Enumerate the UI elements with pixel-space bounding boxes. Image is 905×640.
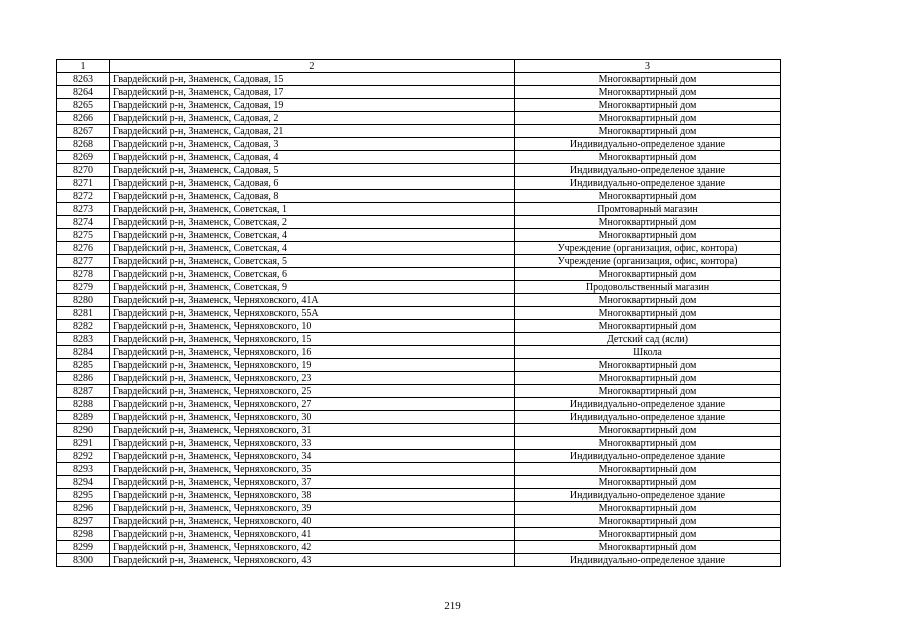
table-row: [57, 424, 781, 437]
row-address-cell: Гвардейский р-н, Знаменск, Черняховского, 42: [110, 541, 515, 554]
row-address-cell: Гвардейский р-н, Знаменск, Черняховского, 25: [110, 385, 515, 398]
row-address-cell: Гвардейский р-н, Знаменск, Советская, 2: [110, 216, 515, 229]
row-type-cell: Многоквартирный дом: [515, 86, 781, 99]
row-number-cell: 8279: [57, 281, 110, 294]
row-type-cell: Многоквартирный дом: [515, 372, 781, 385]
row-number-cell: 8299: [57, 541, 110, 554]
table-row: [57, 411, 781, 424]
row-type-cell: Индивидуально-определеное здание: [515, 554, 781, 567]
row-address-cell: Гвардейский р-н, Знаменск, Черняховского, 55А: [110, 307, 515, 320]
table-row: [57, 216, 781, 229]
row-type-cell: Многоквартирный дом: [515, 99, 781, 112]
table-row: [57, 320, 781, 333]
row-type-cell: Индивидуально-определеное здание: [515, 138, 781, 151]
row-number-cell: 8280: [57, 294, 110, 307]
row-number-cell: 8296: [57, 502, 110, 515]
row-address-cell: Гвардейский р-н, Знаменск, Садовая, 15: [110, 73, 515, 86]
row-address-cell: Гвардейский р-н, Знаменск, Черняховского, 35: [110, 463, 515, 476]
table-row: [57, 515, 781, 528]
row-address-cell: Гвардейский р-н, Знаменск, Черняховского, 15: [110, 333, 515, 346]
row-number-cell: 8291: [57, 437, 110, 450]
row-address-cell: Гвардейский р-н, Знаменск, Черняховского, 16: [110, 346, 515, 359]
table-row: [57, 190, 781, 203]
table-row: [57, 138, 781, 151]
row-type-cell: Индивидуально-определеное здание: [515, 450, 781, 463]
property-table: [56, 59, 781, 567]
row-address-cell: Гвардейский р-н, Знаменск, Садовая, 19: [110, 99, 515, 112]
table-row: [57, 294, 781, 307]
row-type-cell: Многоквартирный дом: [515, 528, 781, 541]
row-number-cell: 8290: [57, 424, 110, 437]
row-type-cell: Индивидуально-определеное здание: [515, 489, 781, 502]
row-type-cell: Многоквартирный дом: [515, 112, 781, 125]
row-type-cell: Индивидуально-определеное здание: [515, 398, 781, 411]
row-number-cell: 8284: [57, 346, 110, 359]
column-header-number: 1: [57, 60, 110, 73]
row-address-cell: Гвардейский р-н, Знаменск, Садовая, 4: [110, 151, 515, 164]
row-number-cell: 8276: [57, 242, 110, 255]
table-row: [57, 268, 781, 281]
table-row: [57, 385, 781, 398]
row-address-cell: Гвардейский р-н, Знаменск, Черняховского, 37: [110, 476, 515, 489]
row-number-cell: 8300: [57, 554, 110, 567]
row-address-cell: Гвардейский р-н, Знаменск, Советская, 6: [110, 268, 515, 281]
table-header-row: [57, 60, 781, 73]
table-row: [57, 502, 781, 515]
row-number-cell: 8289: [57, 411, 110, 424]
table-row: [57, 86, 781, 99]
table-row: [57, 346, 781, 359]
row-address-cell: Гвардейский р-н, Знаменск, Садовая, 21: [110, 125, 515, 138]
row-type-cell: Многоквартирный дом: [515, 424, 781, 437]
row-type-cell: Многоквартирный дом: [515, 294, 781, 307]
table-row: [57, 255, 781, 268]
table-row: [57, 476, 781, 489]
table-row: [57, 398, 781, 411]
table-row: [57, 528, 781, 541]
row-number-cell: 8281: [57, 307, 110, 320]
row-type-cell: Многоквартирный дом: [515, 151, 781, 164]
column-header-type: 3: [515, 60, 781, 73]
row-type-cell: Индивидуально-определеное здание: [515, 177, 781, 190]
table-row: [57, 307, 781, 320]
row-type-cell: Продовольственный магазин: [515, 281, 781, 294]
row-address-cell: Гвардейский р-н, Знаменск, Черняховского, 27: [110, 398, 515, 411]
row-type-cell: Учреждение (организация, офис, контора): [515, 255, 781, 268]
table-row: [57, 541, 781, 554]
row-number-cell: 8298: [57, 528, 110, 541]
row-number-cell: 8268: [57, 138, 110, 151]
row-address-cell: Гвардейский р-н, Знаменск, Черняховского, 10: [110, 320, 515, 333]
row-type-cell: Школа: [515, 346, 781, 359]
row-address-cell: Гвардейский р-н, Знаменск, Советская, 9: [110, 281, 515, 294]
row-number-cell: 8271: [57, 177, 110, 190]
row-type-cell: Многоквартирный дом: [515, 320, 781, 333]
row-address-cell: Гвардейский р-н, Знаменск, Садовая, 3: [110, 138, 515, 151]
row-address-cell: Гвардейский р-н, Знаменск, Садовая, 8: [110, 190, 515, 203]
row-number-cell: 8275: [57, 229, 110, 242]
row-type-cell: Многоквартирный дом: [515, 268, 781, 281]
row-type-cell: Многоквартирный дом: [515, 229, 781, 242]
table-row: [57, 151, 781, 164]
row-address-cell: Гвардейский р-н, Знаменск, Черняховского, 19: [110, 359, 515, 372]
row-number-cell: 8294: [57, 476, 110, 489]
table-row: [57, 489, 781, 502]
row-type-cell: Многоквартирный дом: [515, 502, 781, 515]
row-number-cell: 8273: [57, 203, 110, 216]
row-type-cell: Многоквартирный дом: [515, 359, 781, 372]
row-address-cell: Гвардейский р-н, Знаменск, Садовая, 2: [110, 112, 515, 125]
table-row: [57, 73, 781, 86]
row-address-cell: Гвардейский р-н, Знаменск, Советская, 5: [110, 255, 515, 268]
row-number-cell: 8265: [57, 99, 110, 112]
table-row: [57, 437, 781, 450]
row-address-cell: Гвардейский р-н, Знаменск, Черняховского, 34: [110, 450, 515, 463]
table-row: [57, 177, 781, 190]
row-number-cell: 8288: [57, 398, 110, 411]
row-address-cell: Гвардейский р-н, Знаменск, Черняховского, 31: [110, 424, 515, 437]
row-number-cell: 8263: [57, 73, 110, 86]
row-number-cell: 8274: [57, 216, 110, 229]
row-type-cell: Многоквартирный дом: [515, 125, 781, 138]
row-address-cell: Гвардейский р-н, Знаменск, Садовая, 6: [110, 177, 515, 190]
row-type-cell: Многоквартирный дом: [515, 190, 781, 203]
row-address-cell: Гвардейский р-н, Знаменск, Черняховского, 41А: [110, 294, 515, 307]
row-address-cell: Гвардейский р-н, Знаменск, Черняховского, 40: [110, 515, 515, 528]
row-number-cell: 8270: [57, 164, 110, 177]
row-address-cell: Гвардейский р-н, Знаменск, Черняховского, 38: [110, 489, 515, 502]
table-row: [57, 281, 781, 294]
table-row: [57, 359, 781, 372]
row-number-cell: 8277: [57, 255, 110, 268]
row-number-cell: 8264: [57, 86, 110, 99]
row-address-cell: Гвардейский р-н, Знаменск, Черняховского, 43: [110, 554, 515, 567]
row-number-cell: 8282: [57, 320, 110, 333]
row-number-cell: 8292: [57, 450, 110, 463]
row-address-cell: Гвардейский р-н, Знаменск, Советская, 4: [110, 229, 515, 242]
column-header-address: 2: [110, 60, 515, 73]
row-number-cell: 8272: [57, 190, 110, 203]
row-number-cell: 8286: [57, 372, 110, 385]
row-type-cell: Индивидуально-определеное здание: [515, 411, 781, 424]
row-type-cell: Многоквартирный дом: [515, 476, 781, 489]
row-number-cell: 8297: [57, 515, 110, 528]
row-number-cell: 8283: [57, 333, 110, 346]
row-address-cell: Гвардейский р-н, Знаменск, Садовая, 5: [110, 164, 515, 177]
row-address-cell: Гвардейский р-н, Знаменск, Советская, 4: [110, 242, 515, 255]
row-type-cell: Многоквартирный дом: [515, 385, 781, 398]
row-type-cell: Индивидуально-определеное здание: [515, 164, 781, 177]
row-address-cell: Гвардейский р-н, Знаменск, Садовая, 17: [110, 86, 515, 99]
row-type-cell: Многоквартирный дом: [515, 307, 781, 320]
row-address-cell: Гвардейский р-н, Знаменск, Черняховского, 39: [110, 502, 515, 515]
row-number-cell: 8267: [57, 125, 110, 138]
table-row: [57, 229, 781, 242]
table-body: [57, 60, 781, 567]
row-number-cell: 8266: [57, 112, 110, 125]
table-row: [57, 164, 781, 177]
row-address-cell: Гвардейский р-н, Знаменск, Черняховского, 23: [110, 372, 515, 385]
row-type-cell: Промтоварный магазин: [515, 203, 781, 216]
row-number-cell: 8269: [57, 151, 110, 164]
row-type-cell: Многоквартирный дом: [515, 73, 781, 86]
row-number-cell: 8293: [57, 463, 110, 476]
row-number-cell: 8278: [57, 268, 110, 281]
row-type-cell: Многоквартирный дом: [515, 437, 781, 450]
table-row: [57, 463, 781, 476]
row-type-cell: Многоквартирный дом: [515, 463, 781, 476]
row-address-cell: Гвардейский р-н, Знаменск, Советская, 1: [110, 203, 515, 216]
table-row: [57, 333, 781, 346]
table-row: [57, 242, 781, 255]
table-row: [57, 203, 781, 216]
row-type-cell: Многоквартирный дом: [515, 216, 781, 229]
row-number-cell: 8287: [57, 385, 110, 398]
page-number: 219: [444, 600, 461, 612]
table-row: [57, 372, 781, 385]
row-type-cell: Учреждение (организация, офис, контора): [515, 242, 781, 255]
table-row: [57, 112, 781, 125]
table-row: [57, 450, 781, 463]
row-type-cell: Многоквартирный дом: [515, 515, 781, 528]
row-address-cell: Гвардейский р-н, Знаменск, Черняховского, 41: [110, 528, 515, 541]
row-address-cell: Гвардейский р-н, Знаменск, Черняховского, 30: [110, 411, 515, 424]
table-row: [57, 99, 781, 112]
row-type-cell: Многоквартирный дом: [515, 541, 781, 554]
row-number-cell: 8285: [57, 359, 110, 372]
table-row: [57, 554, 781, 567]
row-type-cell: Детский сад (ясли): [515, 333, 781, 346]
row-address-cell: Гвардейский р-н, Знаменск, Черняховского, 33: [110, 437, 515, 450]
row-number-cell: 8295: [57, 489, 110, 502]
table-row: [57, 125, 781, 138]
